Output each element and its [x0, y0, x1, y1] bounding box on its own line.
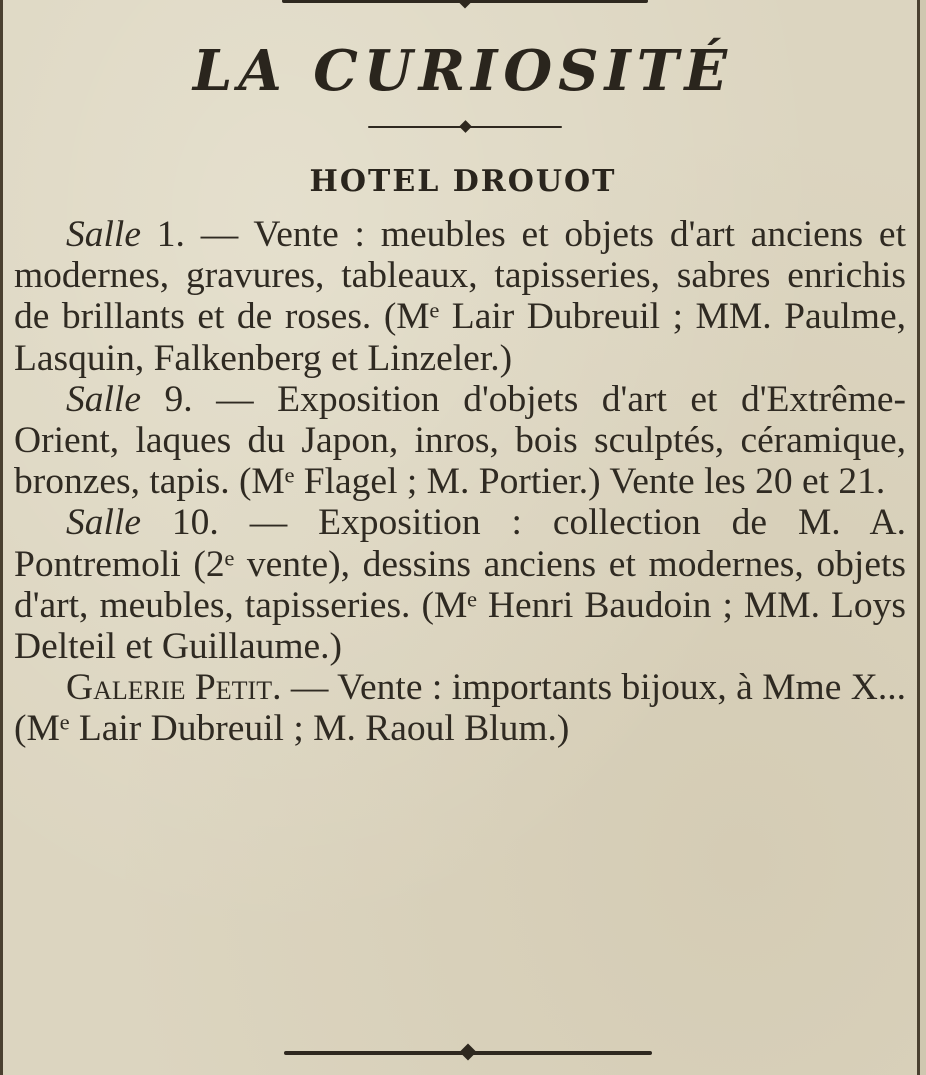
column-title: LA CURIOSITÉ: [192, 38, 734, 104]
top-ornament-divider: [282, 0, 648, 8]
paragraph-lead: Salle: [66, 214, 141, 255]
paragraph-text: 1. — Vente : meubles et objets d'art anciens et modernes, gravures, tableaux, tapisseries, sabres enrichis de brillants et de roses. (Mᵉ Lair Dubreuil ; MM. Paulme, Lasquin, Falkenberg et Linzeler.): [14, 214, 906, 379]
paragraph-salle-10: [14, 502, 906, 667]
diamond-ornament-icon: [460, 1044, 477, 1061]
paragraph-lead: Salle: [66, 378, 141, 420]
diamond-ornament-icon: [457, 0, 474, 8]
paragraph-lead: Galerie Petit.: [66, 667, 282, 709]
paragraph-galerie-petit: [14, 667, 906, 749]
column-rule-left: [0, 0, 3, 1075]
paragraph-text: 9. — Exposition d'objets d'art et d'Extrême-Orient, laques du Japon, inros, bois sculptés, céramique, bronzes, tapis. (Mᵉ Flagel ; M. Portier.) Vente les 20 et 21.: [14, 378, 906, 503]
dot-ornament-icon: [459, 120, 472, 133]
section-heading: HOTEL DROUOT: [309, 164, 617, 199]
bottom-ornament-divider: [284, 1046, 652, 1060]
right-margin: [920, 0, 926, 1075]
title-ornament-divider: [368, 121, 562, 133]
paragraph-salle-9: [14, 379, 906, 503]
article-body: [14, 214, 906, 750]
paragraph-lead: Salle: [66, 502, 141, 544]
paragraph-salle-1: [14, 214, 906, 379]
paragraph-text: 10. — Exposition : collection de M. A. Pontremoli (2ᵉ vente), dessins anciens et modernes, objets d'art, meubles, tapisseries. (Mᵉ Henri Baudoin ; MM. Loys Delteil et Guillaume.): [14, 502, 906, 668]
paragraph-text: — Vente : importants bijoux, à Mme X... (Mᵉ Lair Dubreuil ; M. Raoul Blum.): [14, 667, 906, 750]
